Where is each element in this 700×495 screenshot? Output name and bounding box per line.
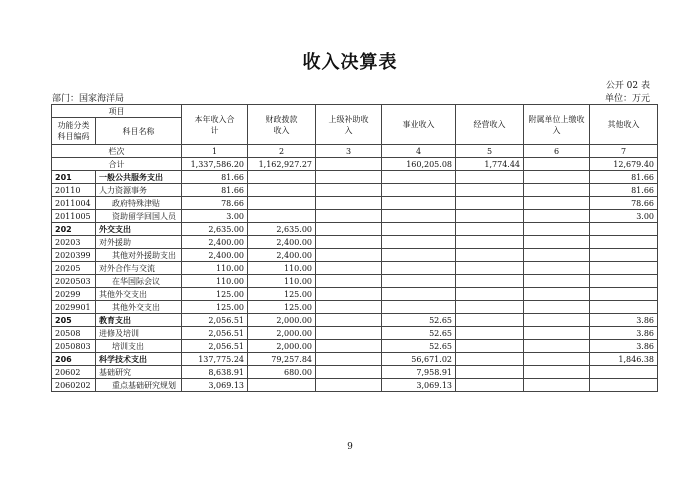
row-value: 3.86	[590, 340, 658, 353]
header-fiscal: 财政拨款收入	[248, 105, 316, 145]
row-value	[382, 262, 456, 275]
row-value	[524, 262, 590, 275]
row-value: 52.65	[382, 327, 456, 340]
table-row	[52, 314, 658, 327]
row-value	[456, 262, 524, 275]
column-number: 7	[590, 145, 658, 158]
row-value	[382, 184, 456, 197]
row-value	[524, 210, 590, 223]
row-value: 2,000.00	[248, 327, 316, 340]
total-label: 合计	[52, 158, 182, 171]
row-value	[316, 288, 382, 301]
total-value: 1,774.44	[456, 158, 524, 171]
row-value	[382, 288, 456, 301]
row-code: 20110	[52, 184, 96, 197]
row-value: 125.00	[182, 288, 248, 301]
row-value	[248, 197, 316, 210]
row-value: 2,056.51	[182, 327, 248, 340]
row-value: 81.66	[590, 184, 658, 197]
row-code: 2020399	[52, 249, 96, 262]
page-title: 收入决算表	[302, 52, 398, 73]
row-value	[524, 301, 590, 314]
row-value: 2,000.00	[248, 314, 316, 327]
row-value	[590, 223, 658, 236]
row-value	[382, 275, 456, 288]
table-row	[52, 249, 658, 262]
row-value: 3,069.13	[382, 379, 456, 392]
row-code: 201	[52, 171, 96, 184]
row-value	[456, 197, 524, 210]
row-code: 20602	[52, 366, 96, 379]
row-value	[316, 171, 382, 184]
row-value: 78.66	[590, 197, 658, 210]
row-value: 52.65	[382, 314, 456, 327]
row-value: 81.66	[182, 184, 248, 197]
row-code: 2011004	[52, 197, 96, 210]
row-value	[456, 340, 524, 353]
row-value	[590, 301, 658, 314]
row-code: 2020503	[52, 275, 96, 288]
table-row	[52, 288, 658, 301]
row-value	[456, 171, 524, 184]
row-value	[590, 379, 658, 392]
row-name: 对外合作与交流	[96, 262, 182, 275]
row-value: 81.66	[182, 171, 248, 184]
row-value: 3.00	[590, 210, 658, 223]
row-value: 2,400.00	[182, 249, 248, 262]
row-value	[456, 327, 524, 340]
total-value: 160,205.08	[382, 158, 456, 171]
total-value: 1,337,586.20	[182, 158, 248, 171]
row-value	[316, 379, 382, 392]
row-value	[248, 379, 316, 392]
header-operating: 经营收入	[456, 105, 524, 145]
header-affiliated: 附属单位上缴收入	[524, 105, 590, 145]
row-name: 教育支出	[96, 314, 182, 327]
row-name: 政府特殊津贴	[96, 197, 182, 210]
row-code: 205	[52, 314, 96, 327]
header-subject-name: 科目名称	[96, 118, 182, 145]
row-value	[456, 249, 524, 262]
row-value	[316, 262, 382, 275]
page-number: 9	[347, 442, 353, 452]
row-name: 一般公共服务支出	[96, 171, 182, 184]
row-value	[524, 327, 590, 340]
row-name: 其他外交支出	[96, 288, 182, 301]
row-value	[316, 366, 382, 379]
row-name: 培训支出	[96, 340, 182, 353]
row-value: 110.00	[248, 262, 316, 275]
header-business: 事业收入	[382, 105, 456, 145]
row-value	[456, 366, 524, 379]
row-value	[524, 249, 590, 262]
row-value	[316, 184, 382, 197]
column-number-row	[52, 145, 658, 158]
row-value: 125.00	[182, 301, 248, 314]
row-value: 3.86	[590, 314, 658, 327]
row-value: 81.66	[590, 171, 658, 184]
row-value: 110.00	[182, 262, 248, 275]
table-row	[52, 197, 658, 210]
row-value: 7,958.91	[382, 366, 456, 379]
row-name: 进修及培训	[96, 327, 182, 340]
row-value	[524, 353, 590, 366]
row-name: 在华国际会议	[96, 275, 182, 288]
total-value: 1,162,927.27	[248, 158, 316, 171]
row-value	[316, 275, 382, 288]
row-value	[248, 210, 316, 223]
row-name: 其他对外援助支出	[96, 249, 182, 262]
unit-label: 单位：万元	[604, 94, 650, 104]
column-number: 2	[248, 145, 316, 158]
row-name: 资助留学回国人员	[96, 210, 182, 223]
row-value	[382, 210, 456, 223]
row-value	[524, 236, 590, 249]
row-code: 2060202	[52, 379, 96, 392]
table-row	[52, 262, 658, 275]
row-value	[524, 223, 590, 236]
row-value	[248, 171, 316, 184]
row-code: 20205	[52, 262, 96, 275]
row-value: 2,000.00	[248, 340, 316, 353]
header-total: 本年收入合计	[182, 105, 248, 145]
row-value	[590, 249, 658, 262]
table-row	[52, 366, 658, 379]
column-number: 4	[382, 145, 456, 158]
table-row	[52, 301, 658, 314]
column-number: 6	[524, 145, 590, 158]
row-value	[524, 379, 590, 392]
row-value: 79,257.84	[248, 353, 316, 366]
row-value	[456, 184, 524, 197]
row-value	[382, 301, 456, 314]
row-value: 110.00	[248, 275, 316, 288]
row-value	[316, 314, 382, 327]
row-value: 125.00	[248, 301, 316, 314]
row-value	[456, 301, 524, 314]
table-row	[52, 353, 658, 366]
row-value: 2,635.00	[182, 223, 248, 236]
row-value	[524, 171, 590, 184]
row-value	[248, 184, 316, 197]
row-value	[456, 288, 524, 301]
row-value	[316, 197, 382, 210]
row-value: 2,400.00	[248, 249, 316, 262]
row-value	[382, 171, 456, 184]
row-value	[316, 223, 382, 236]
row-name: 外交支出	[96, 223, 182, 236]
header-row-item	[52, 105, 658, 118]
row-value	[524, 197, 590, 210]
column-number: 5	[456, 145, 524, 158]
row-value: 137,775.24	[182, 353, 248, 366]
row-name: 基础研究	[96, 366, 182, 379]
header-other: 其他收入	[590, 105, 658, 145]
row-value	[590, 236, 658, 249]
row-value	[524, 366, 590, 379]
row-value	[316, 249, 382, 262]
row-value: 2,056.51	[182, 314, 248, 327]
row-value	[316, 340, 382, 353]
row-value: 8,638.91	[182, 366, 248, 379]
row-value: 680.00	[248, 366, 316, 379]
table-row	[52, 379, 658, 392]
form-number: 公开 02 表	[605, 81, 650, 91]
row-name: 对外援助	[96, 236, 182, 249]
total-row	[52, 158, 658, 171]
row-value	[524, 275, 590, 288]
row-code: 20299	[52, 288, 96, 301]
row-value	[316, 327, 382, 340]
row-value	[382, 223, 456, 236]
row-value: 2,400.00	[248, 236, 316, 249]
column-number: 3	[316, 145, 382, 158]
row-value	[382, 197, 456, 210]
total-value	[524, 158, 590, 171]
row-value	[590, 275, 658, 288]
row-code: 20203	[52, 236, 96, 249]
row-value	[590, 366, 658, 379]
row-value	[524, 184, 590, 197]
row-value	[382, 236, 456, 249]
row-value: 52.65	[382, 340, 456, 353]
row-value	[456, 236, 524, 249]
row-code: 206	[52, 353, 96, 366]
row-value: 3.86	[590, 327, 658, 340]
row-value	[316, 210, 382, 223]
row-value	[382, 249, 456, 262]
row-value	[590, 262, 658, 275]
row-code: 2029901	[52, 301, 96, 314]
column-number: 1	[182, 145, 248, 158]
total-value	[316, 158, 382, 171]
row-value	[316, 236, 382, 249]
row-value	[316, 301, 382, 314]
row-value	[456, 275, 524, 288]
row-code: 202	[52, 223, 96, 236]
income-table	[51, 104, 658, 392]
table-row	[52, 171, 658, 184]
table-row	[52, 275, 658, 288]
row-value: 125.00	[248, 288, 316, 301]
row-value: 2,056.51	[182, 340, 248, 353]
row-value	[524, 340, 590, 353]
row-value	[456, 314, 524, 327]
row-name: 其他外交支出	[96, 301, 182, 314]
row-value	[456, 379, 524, 392]
row-name: 人力资源事务	[96, 184, 182, 197]
table-row	[52, 184, 658, 197]
header-item: 项目	[52, 105, 182, 118]
row-value: 2,635.00	[248, 223, 316, 236]
row-value	[524, 288, 590, 301]
row-value: 2,400.00	[182, 236, 248, 249]
department-label: 部门：国家海洋局	[52, 94, 125, 104]
row-value: 78.66	[182, 197, 248, 210]
row-value: 1,846.38	[590, 353, 658, 366]
row-code: 2011005	[52, 210, 96, 223]
row-value: 56,671.02	[382, 353, 456, 366]
row-value	[524, 314, 590, 327]
row-value	[456, 210, 524, 223]
header-func-code: 功能分类科目编码	[52, 118, 96, 145]
row-value	[316, 353, 382, 366]
column-number-label: 栏次	[52, 145, 182, 158]
row-code: 2050803	[52, 340, 96, 353]
row-name: 科学技术支出	[96, 353, 182, 366]
header-upper: 上级补助收入	[316, 105, 382, 145]
table-row	[52, 210, 658, 223]
table-row	[52, 236, 658, 249]
row-value: 3,069.13	[182, 379, 248, 392]
row-value: 110.00	[182, 275, 248, 288]
table-row	[52, 327, 658, 340]
row-value	[456, 223, 524, 236]
total-value: 12,679.40	[590, 158, 658, 171]
table-row	[52, 223, 658, 236]
row-value: 3.00	[182, 210, 248, 223]
table-row	[52, 340, 658, 353]
row-value	[456, 353, 524, 366]
row-code: 20508	[52, 327, 96, 340]
row-name: 重点基础研究规划	[96, 379, 182, 392]
row-value	[590, 288, 658, 301]
